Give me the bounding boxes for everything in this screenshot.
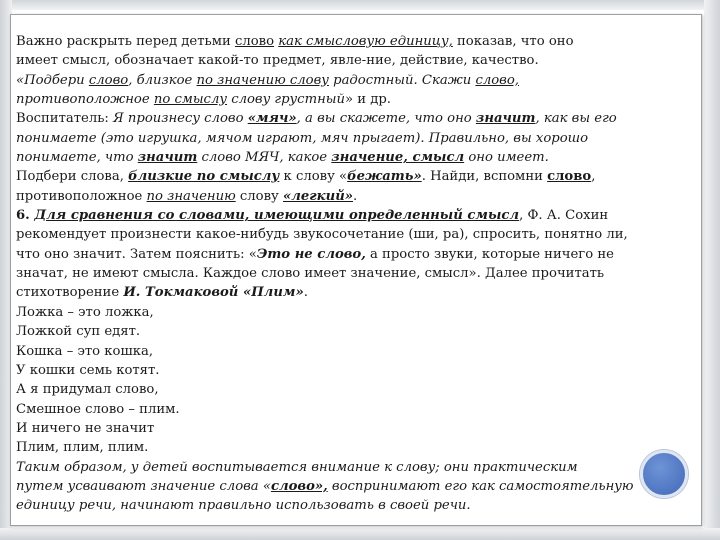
text-segment: , близкое	[128, 72, 197, 88]
text-segment: понимаете, что	[16, 150, 138, 166]
text-segment: путем усваивают значение слова «	[16, 478, 271, 494]
text-line	[16, 400, 696, 419]
text-segment: Важно раскрыть перед детьми	[16, 34, 235, 49]
text-line	[16, 438, 696, 457]
text-segment: «Подбери	[16, 72, 89, 88]
text-segment: радостный. Скажи	[328, 72, 476, 88]
text-segment: , как вы его	[535, 111, 617, 127]
text-segment: , а вы скажете, что оно	[296, 111, 476, 127]
text-line	[16, 225, 696, 244]
text-segment: значит	[475, 111, 536, 127]
text-segment: Ложка – это ложка,	[16, 304, 154, 320]
text-line	[16, 90, 696, 109]
text-segment: Я произнесу слово	[113, 111, 248, 127]
text-segment: показав, что оно	[452, 34, 574, 49]
text-segment: слово	[547, 169, 592, 185]
text-segment: имеет смысл, обозначает какой-то предмет, явле-ние, действие, качество.	[16, 53, 539, 69]
text-segment: по смыслу	[153, 92, 227, 108]
text-segment: ,	[591, 169, 596, 185]
text-segment: Смешное слово – плим.	[16, 401, 180, 417]
text-segment: . Найди, вспомни	[421, 169, 548, 185]
text-segment: «легкий»	[282, 188, 354, 204]
text-segment: «мяч»	[247, 111, 297, 127]
text-line	[16, 380, 696, 399]
text-segment: бежать»	[347, 169, 422, 185]
text-line	[16, 419, 696, 438]
text-segment: слово,	[475, 72, 519, 88]
text-segment: а просто звуки, которые ничего не	[365, 246, 614, 262]
text-segment: Это не слово,	[256, 246, 366, 262]
text-segment: что оно значит. Затем пояснить: «	[16, 246, 257, 262]
text-line	[16, 361, 696, 380]
text-segment: Плим, плим, плим.	[16, 440, 149, 456]
text-line	[16, 458, 696, 477]
text-segment: 6.	[16, 208, 35, 224]
text-segment: значит	[137, 150, 198, 166]
text-segment: значение, смысл	[331, 150, 465, 166]
text-segment: противоположное	[16, 188, 147, 204]
slide-right-shade	[704, 0, 720, 540]
text-segment: У кошки семь котят.	[16, 362, 160, 378]
text-line	[16, 51, 696, 70]
text-segment: Кошка – это кошка,	[16, 343, 154, 359]
text-line	[16, 71, 696, 90]
text-line	[16, 342, 696, 361]
text-line	[16, 303, 696, 322]
text-segment: противоположное	[16, 92, 154, 108]
text-segment: слово	[234, 34, 275, 49]
slide-top-shade	[0, 0, 720, 10]
text-segment: слову грустный	[227, 92, 345, 108]
text-line	[16, 148, 696, 167]
text-line	[16, 264, 696, 283]
text-segment: Подбери слова,	[16, 169, 129, 185]
text-line	[16, 167, 696, 186]
slide-text-body	[16, 32, 696, 516]
text-segment: оно имеет.	[464, 150, 549, 166]
text-segment: слово	[88, 72, 129, 88]
text-segment: Таким образом, у детей воспитывается внимание к слову; они практическим	[16, 459, 578, 475]
text-segment: » и др.	[345, 92, 391, 108]
text-line	[16, 322, 696, 341]
text-line	[16, 477, 696, 496]
text-segment: понимаете (это игрушка, мячом играют, мяч прыгает). Правильно, вы хорошо	[16, 130, 589, 146]
text-line	[16, 206, 696, 225]
text-segment: по значению	[146, 188, 236, 204]
text-segment: , Ф. А. Сохин	[519, 208, 609, 224]
text-line	[16, 283, 696, 302]
decorative-circle-icon	[640, 450, 688, 498]
text-segment: слово»,	[270, 478, 328, 494]
text-line	[16, 109, 696, 128]
text-segment: Ложкой суп едят.	[16, 324, 141, 340]
text-line	[16, 129, 696, 148]
text-segment: как смысловую единицу,	[278, 34, 453, 49]
text-segment: значат, не имеют смысла. Каждое слово имеет значение, смысл». Далее прочитать	[16, 266, 605, 282]
text-line	[16, 32, 696, 51]
text-segment: И. Токмаковой «Плим»	[123, 285, 304, 301]
text-segment: близкие по смыслу	[128, 169, 280, 185]
text-line	[16, 187, 696, 206]
text-segment: рекомендует произнести какое-нибудь звукосочетание (ши, ра), спросить, понятно ли,	[16, 227, 628, 243]
text-segment: единицу речи, начинают правильно использовать в своей речи.	[16, 498, 471, 514]
text-segment: по значению слову	[196, 72, 329, 88]
text-segment: .	[353, 188, 358, 204]
text-segment: слову	[235, 188, 283, 204]
text-segment: стихотворение	[16, 285, 124, 301]
text-segment: воспринимают его как самостоятельную	[327, 478, 634, 494]
text-segment: И ничего не значит	[16, 420, 155, 436]
text-segment: Воспитатель:	[16, 111, 114, 127]
slide-bottom-shade	[0, 528, 720, 540]
text-segment: Для сравнения со словами, имеющими определенный смысл	[34, 208, 520, 224]
text-segment: А я придумал слово,	[16, 382, 159, 398]
text-segment: .	[303, 285, 308, 301]
text-segment: слово МЯЧ, какое	[197, 150, 332, 166]
text-line	[16, 496, 696, 515]
text-line	[16, 245, 696, 264]
text-segment: к слову «	[279, 169, 348, 185]
